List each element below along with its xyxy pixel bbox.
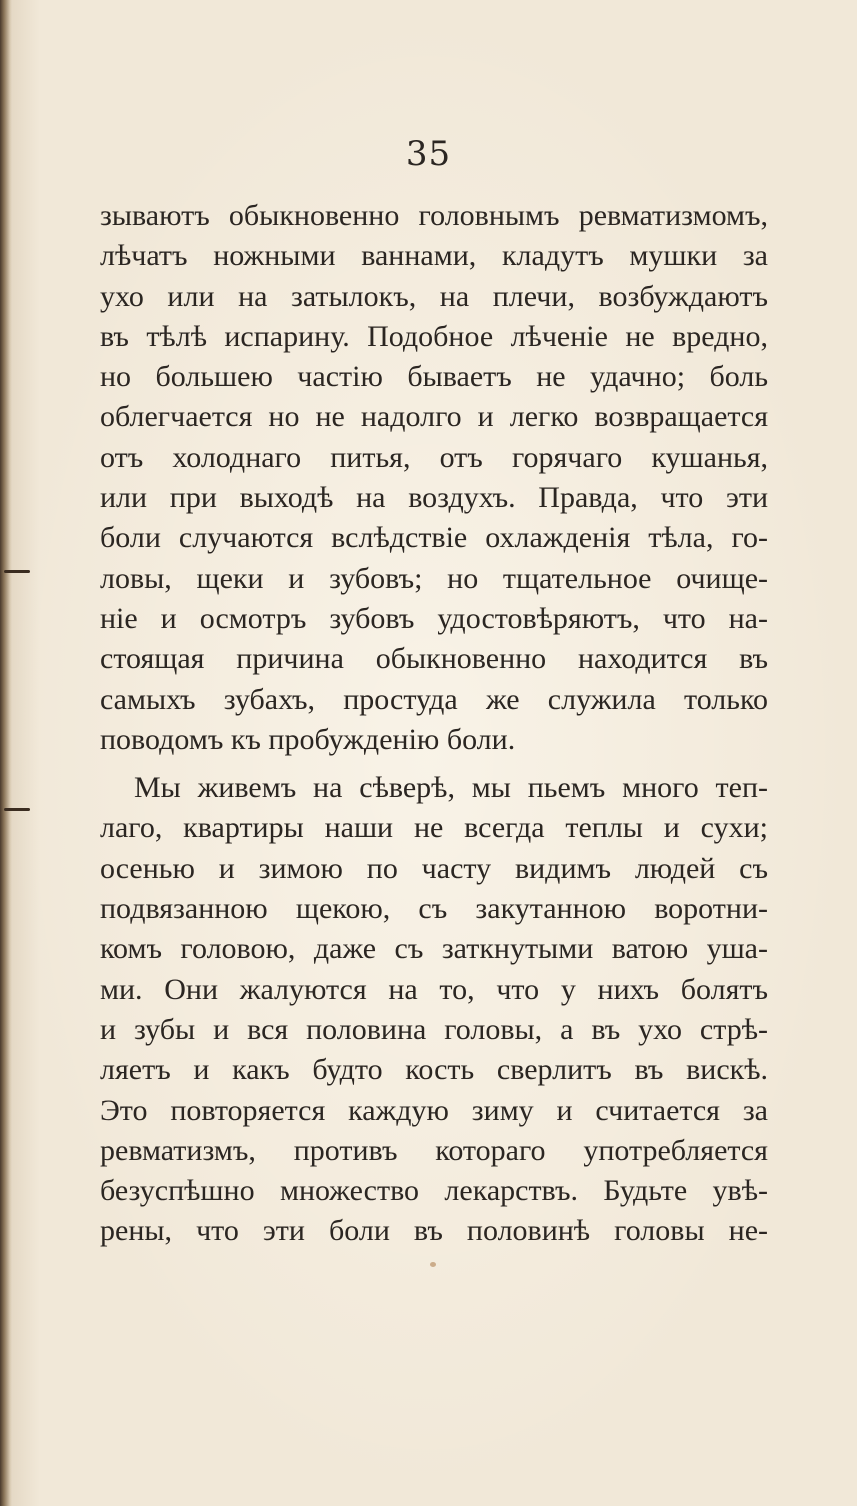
text-line: боли случаются вслѣдствіе охлажденія тѣла, го- <box>100 521 768 555</box>
paper-stain <box>430 1262 436 1267</box>
page-spine-edge <box>0 0 12 1506</box>
text-line: въ тѣлѣ испарину. Подобное лѣченіе не вредно, <box>100 319 768 353</box>
text-line: стоящая причина обыкновенно находится въ <box>100 642 768 676</box>
binding-mark <box>4 808 30 811</box>
text-line: подвязанною щекою, съ закутанною воротни- <box>100 892 768 926</box>
text-line: и зубы и вся половина головы, а въ ухо стрѣ- <box>100 1012 768 1046</box>
text-line: Это повторяется каждую зиму и считается за <box>100 1093 768 1127</box>
text-line: рены, что эти боли въ половинѣ головы не- <box>100 1214 768 1248</box>
body-text <box>100 196 768 1252</box>
text-line: ухо или на затылокъ, на плечи, возбуждаютъ <box>100 279 768 313</box>
paragraph <box>100 768 768 1252</box>
paragraph-gap <box>100 760 768 768</box>
binding-mark <box>4 570 30 573</box>
text-line: безуспѣшно множество лекарствъ. Будьте увѣ- <box>100 1174 768 1208</box>
page-number: 35 <box>405 134 452 174</box>
text-line: отъ холоднаго питья, отъ горячаго кушанья, <box>100 440 768 474</box>
text-line: лѣчатъ ножными ваннами, кладутъ мушки за <box>100 239 768 273</box>
text-line: комъ головою, даже съ заткнутыми ватою уша- <box>100 932 768 966</box>
text-line: самыхъ зубахъ, простуда же служила только <box>100 682 768 716</box>
text-line: ловы, щеки и зубовъ; но тщательное очище- <box>100 561 768 595</box>
text-line: поводомъ къ пробужденію боли. <box>100 722 516 756</box>
text-line: ляетъ и какъ будто кость сверлитъ въ вискѣ. <box>100 1053 768 1087</box>
text-line: Мы живемъ на сѣверѣ, мы пьемъ много теп- <box>134 771 768 805</box>
text-line: лаго, квартиры наши не всегда теплы и сухи; <box>100 811 768 845</box>
text-line: ніе и осмотръ зубовъ удостовѣряютъ, что на- <box>100 601 768 635</box>
paragraph <box>100 196 768 760</box>
text-line: ми. Они жалуются на то, что у нихъ болятъ <box>100 972 768 1006</box>
text-line: ревматизмъ, противъ котораго употребляется <box>100 1133 768 1167</box>
text-line: или при выходѣ на воздухъ. Правда, что эти <box>100 481 768 515</box>
text-line: осенью и зимою по часту видимъ людей съ <box>100 851 768 885</box>
text-line: облегчается но не надолго и легко возвращается <box>100 400 768 434</box>
text-line: зываютъ обыкновенно головнымъ ревматизмомъ, <box>100 199 768 232</box>
text-line: но большею частію бываетъ не удачно; боль <box>100 360 768 394</box>
